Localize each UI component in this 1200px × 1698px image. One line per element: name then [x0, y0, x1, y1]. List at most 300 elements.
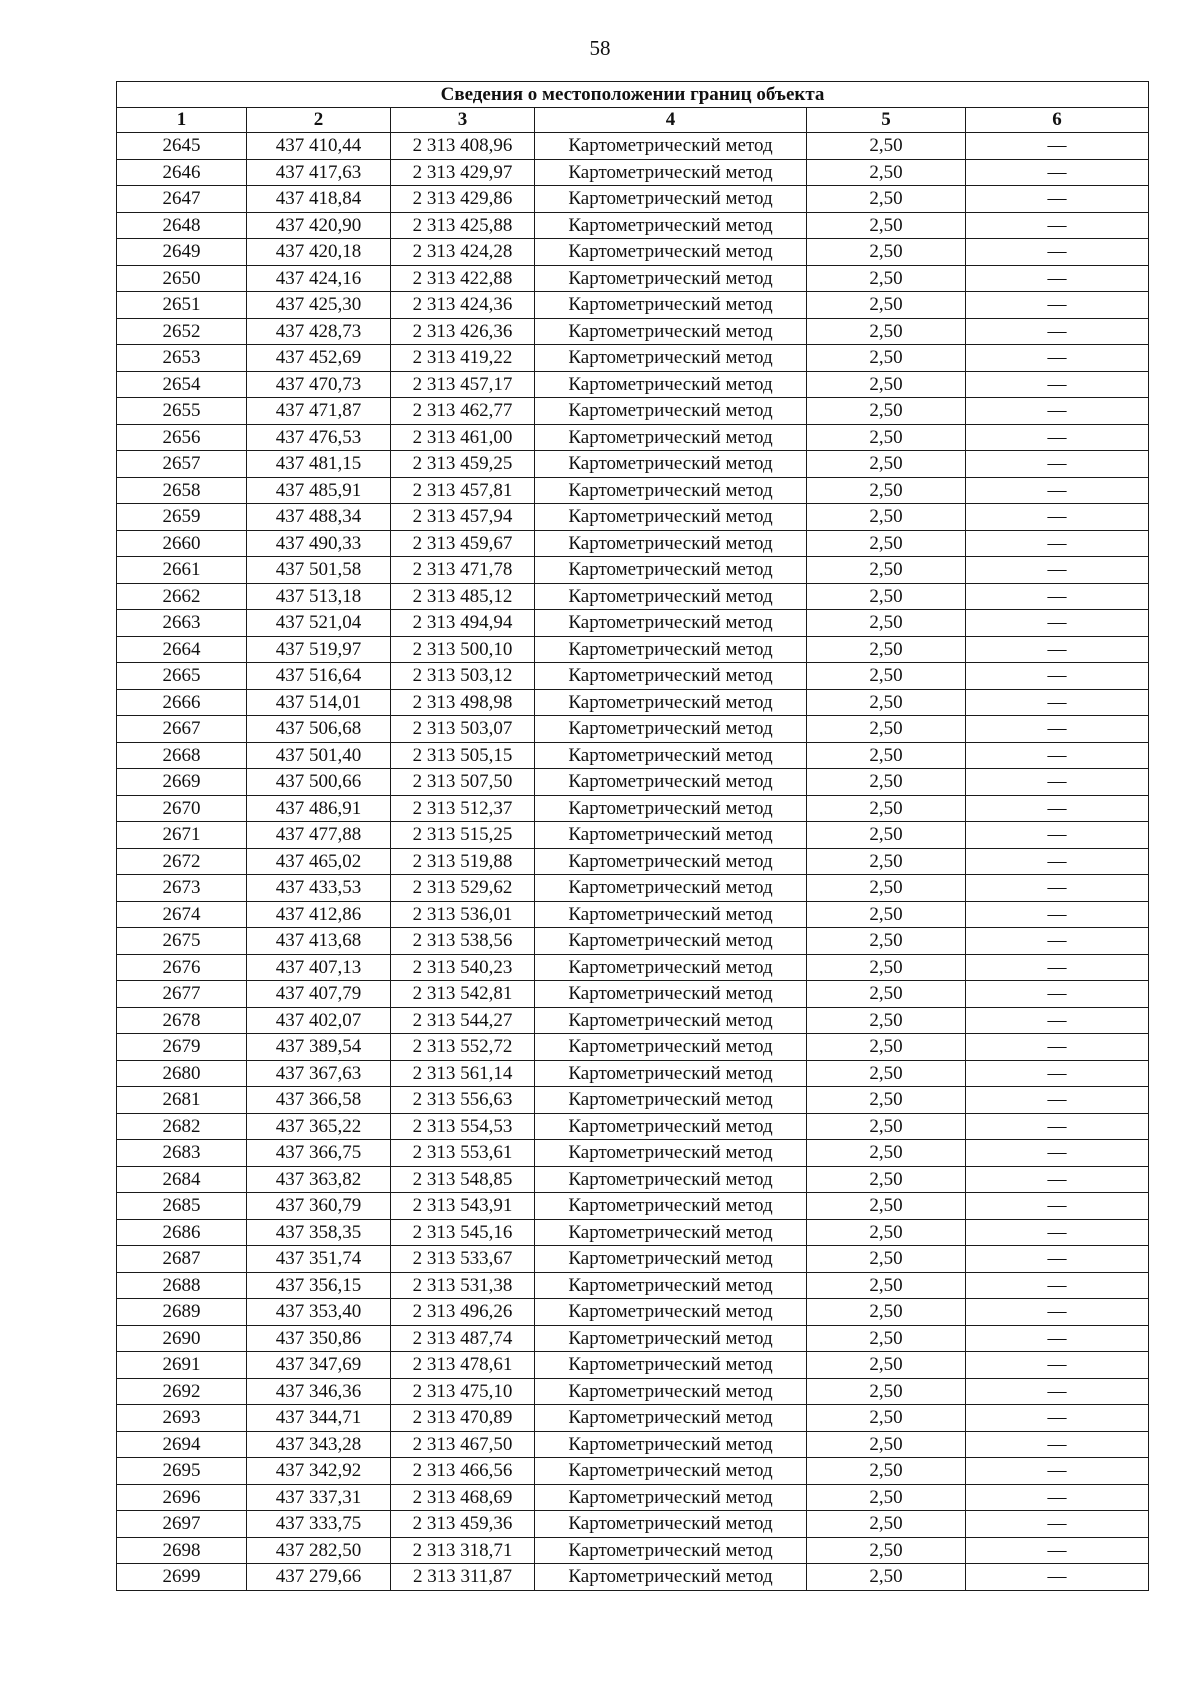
- x-coordinate-cell: 437 476,53: [247, 424, 391, 451]
- y-coordinate-cell: 2 313 429,86: [391, 186, 535, 213]
- point-number-cell: 2661: [117, 557, 247, 584]
- precision-cell: 2,50: [807, 928, 966, 955]
- y-coordinate-cell: 2 313 553,61: [391, 1140, 535, 1167]
- table-row: [117, 1299, 1149, 1326]
- table-row: [117, 848, 1149, 875]
- x-coordinate-cell: 437 413,68: [247, 928, 391, 955]
- point-number-cell: 2678: [117, 1007, 247, 1034]
- description-cell: —: [966, 689, 1149, 716]
- x-coordinate-cell: 437 425,30: [247, 292, 391, 319]
- table-row: [117, 1034, 1149, 1061]
- description-cell: —: [966, 954, 1149, 981]
- description-cell: —: [966, 928, 1149, 955]
- point-number-cell: 2697: [117, 1511, 247, 1538]
- description-cell: —: [966, 345, 1149, 372]
- method-cell: Картометрический метод: [535, 186, 807, 213]
- table-row: [117, 716, 1149, 743]
- x-coordinate-cell: 437 420,18: [247, 239, 391, 266]
- x-coordinate-cell: 437 506,68: [247, 716, 391, 743]
- x-coordinate-cell: 437 519,97: [247, 636, 391, 663]
- precision-cell: 2,50: [807, 769, 966, 796]
- precision-cell: 2,50: [807, 1007, 966, 1034]
- table-row: [117, 1458, 1149, 1485]
- precision-cell: 2,50: [807, 848, 966, 875]
- table-row: [117, 1193, 1149, 1220]
- table-row: [117, 663, 1149, 690]
- x-coordinate-cell: 437 360,79: [247, 1193, 391, 1220]
- x-coordinate-cell: 437 347,69: [247, 1352, 391, 1379]
- y-coordinate-cell: 2 313 426,36: [391, 318, 535, 345]
- precision-cell: 2,50: [807, 901, 966, 928]
- precision-cell: 2,50: [807, 1272, 966, 1299]
- method-cell: Картометрический метод: [535, 769, 807, 796]
- description-cell: —: [966, 1299, 1149, 1326]
- point-number-cell: 2689: [117, 1299, 247, 1326]
- x-coordinate-cell: 437 490,33: [247, 530, 391, 557]
- point-number-cell: 2659: [117, 504, 247, 531]
- method-cell: Картометрический метод: [535, 1511, 807, 1538]
- x-coordinate-cell: 437 333,75: [247, 1511, 391, 1538]
- table-row: [117, 1325, 1149, 1352]
- x-coordinate-cell: 437 363,82: [247, 1166, 391, 1193]
- table-row: [117, 689, 1149, 716]
- point-number-cell: 2668: [117, 742, 247, 769]
- x-coordinate-cell: 437 514,01: [247, 689, 391, 716]
- y-coordinate-cell: 2 313 538,56: [391, 928, 535, 955]
- y-coordinate-cell: 2 313 552,72: [391, 1034, 535, 1061]
- point-number-cell: 2680: [117, 1060, 247, 1087]
- method-cell: Картометрический метод: [535, 451, 807, 478]
- precision-cell: 2,50: [807, 1060, 966, 1087]
- precision-cell: 2,50: [807, 716, 966, 743]
- method-cell: Картометрический метод: [535, 1193, 807, 1220]
- precision-cell: 2,50: [807, 1140, 966, 1167]
- description-cell: —: [966, 239, 1149, 266]
- y-coordinate-cell: 2 313 531,38: [391, 1272, 535, 1299]
- description-cell: —: [966, 1537, 1149, 1564]
- point-number-cell: 2655: [117, 398, 247, 425]
- table-row: [117, 1564, 1149, 1591]
- point-number-cell: 2656: [117, 424, 247, 451]
- x-coordinate-cell: 437 418,84: [247, 186, 391, 213]
- y-coordinate-cell: 2 313 487,74: [391, 1325, 535, 1352]
- x-coordinate-cell: 437 513,18: [247, 583, 391, 610]
- description-cell: —: [966, 1564, 1149, 1591]
- table-row: [117, 1113, 1149, 1140]
- method-cell: Картометрический метод: [535, 477, 807, 504]
- y-coordinate-cell: 2 313 425,88: [391, 212, 535, 239]
- precision-cell: 2,50: [807, 345, 966, 372]
- description-cell: —: [966, 742, 1149, 769]
- x-coordinate-cell: 437 485,91: [247, 477, 391, 504]
- method-cell: Картометрический метод: [535, 159, 807, 186]
- point-number-cell: 2672: [117, 848, 247, 875]
- point-number-cell: 2662: [117, 583, 247, 610]
- table-row: [117, 477, 1149, 504]
- x-coordinate-cell: 437 353,40: [247, 1299, 391, 1326]
- precision-cell: 2,50: [807, 424, 966, 451]
- method-cell: Картометрический метод: [535, 1458, 807, 1485]
- table-row: [117, 928, 1149, 955]
- precision-cell: 2,50: [807, 530, 966, 557]
- precision-cell: 2,50: [807, 822, 966, 849]
- point-number-cell: 2691: [117, 1352, 247, 1379]
- precision-cell: 2,50: [807, 981, 966, 1008]
- column-number-row: [117, 108, 1149, 133]
- precision-cell: 2,50: [807, 292, 966, 319]
- x-coordinate-cell: 437 470,73: [247, 371, 391, 398]
- method-cell: Картометрический метод: [535, 1537, 807, 1564]
- precision-cell: 2,50: [807, 1219, 966, 1246]
- point-number-cell: 2667: [117, 716, 247, 743]
- description-cell: —: [966, 769, 1149, 796]
- x-coordinate-cell: 437 402,07: [247, 1007, 391, 1034]
- x-coordinate-cell: 437 501,40: [247, 742, 391, 769]
- method-cell: Картометрический метод: [535, 1034, 807, 1061]
- table-row: [117, 212, 1149, 239]
- table-row: [117, 1219, 1149, 1246]
- table-row: [117, 1537, 1149, 1564]
- x-coordinate-cell: 437 356,15: [247, 1272, 391, 1299]
- precision-cell: 2,50: [807, 954, 966, 981]
- y-coordinate-cell: 2 313 318,71: [391, 1537, 535, 1564]
- point-number-cell: 2649: [117, 239, 247, 266]
- point-number-cell: 2666: [117, 689, 247, 716]
- point-number-cell: 2685: [117, 1193, 247, 1220]
- x-coordinate-cell: 437 501,58: [247, 557, 391, 584]
- table-row: [117, 424, 1149, 451]
- precision-cell: 2,50: [807, 1113, 966, 1140]
- x-coordinate-cell: 437 521,04: [247, 610, 391, 637]
- table-row: [117, 1431, 1149, 1458]
- table-row: [117, 636, 1149, 663]
- method-cell: Картометрический метод: [535, 1007, 807, 1034]
- y-coordinate-cell: 2 313 505,15: [391, 742, 535, 769]
- method-cell: Картометрический метод: [535, 1113, 807, 1140]
- y-coordinate-cell: 2 313 519,88: [391, 848, 535, 875]
- description-cell: —: [966, 822, 1149, 849]
- point-number-cell: 2674: [117, 901, 247, 928]
- description-cell: —: [966, 875, 1149, 902]
- precision-cell: 2,50: [807, 265, 966, 292]
- table-row: [117, 901, 1149, 928]
- point-number-cell: 2677: [117, 981, 247, 1008]
- y-coordinate-cell: 2 313 468,69: [391, 1484, 535, 1511]
- description-cell: —: [966, 265, 1149, 292]
- y-coordinate-cell: 2 313 408,96: [391, 133, 535, 160]
- column-number: 5: [807, 108, 966, 133]
- description-cell: —: [966, 1113, 1149, 1140]
- method-cell: Картометрический метод: [535, 954, 807, 981]
- table-row: [117, 239, 1149, 266]
- table-row: [117, 398, 1149, 425]
- precision-cell: 2,50: [807, 583, 966, 610]
- point-number-cell: 2664: [117, 636, 247, 663]
- y-coordinate-cell: 2 313 424,28: [391, 239, 535, 266]
- table-row: [117, 1246, 1149, 1273]
- x-coordinate-cell: 437 465,02: [247, 848, 391, 875]
- x-coordinate-cell: 437 366,75: [247, 1140, 391, 1167]
- description-cell: —: [966, 1219, 1149, 1246]
- description-cell: —: [966, 1193, 1149, 1220]
- method-cell: Картометрический метод: [535, 848, 807, 875]
- x-coordinate-cell: 437 433,53: [247, 875, 391, 902]
- table-title-row: [117, 82, 1149, 108]
- method-cell: Картометрический метод: [535, 716, 807, 743]
- description-cell: —: [966, 610, 1149, 637]
- table-row: [117, 795, 1149, 822]
- table-row: [117, 318, 1149, 345]
- point-number-cell: 2669: [117, 769, 247, 796]
- table-row: [117, 1511, 1149, 1538]
- description-cell: —: [966, 1007, 1149, 1034]
- point-number-cell: 2657: [117, 451, 247, 478]
- description-cell: —: [966, 663, 1149, 690]
- y-coordinate-cell: 2 313 459,36: [391, 1511, 535, 1538]
- description-cell: —: [966, 1511, 1149, 1538]
- precision-cell: 2,50: [807, 186, 966, 213]
- x-coordinate-cell: 437 424,16: [247, 265, 391, 292]
- point-number-cell: 2650: [117, 265, 247, 292]
- method-cell: Картометрический метод: [535, 398, 807, 425]
- method-cell: Картометрический метод: [535, 610, 807, 637]
- table-row: [117, 1060, 1149, 1087]
- y-coordinate-cell: 2 313 536,01: [391, 901, 535, 928]
- x-coordinate-cell: 437 279,66: [247, 1564, 391, 1591]
- precision-cell: 2,50: [807, 133, 966, 160]
- method-cell: Картометрический метод: [535, 1299, 807, 1326]
- table-title: Сведения о местоположении границ объекта: [117, 82, 1149, 108]
- description-cell: —: [966, 1458, 1149, 1485]
- precision-cell: 2,50: [807, 1193, 966, 1220]
- precision-cell: 2,50: [807, 875, 966, 902]
- x-coordinate-cell: 437 358,35: [247, 1219, 391, 1246]
- method-cell: Картометрический метод: [535, 928, 807, 955]
- method-cell: Картометрический метод: [535, 1060, 807, 1087]
- x-coordinate-cell: 437 389,54: [247, 1034, 391, 1061]
- description-cell: —: [966, 1246, 1149, 1273]
- y-coordinate-cell: 2 313 503,07: [391, 716, 535, 743]
- precision-cell: 2,50: [807, 504, 966, 531]
- method-cell: Картометрический метод: [535, 822, 807, 849]
- y-coordinate-cell: 2 313 478,61: [391, 1352, 535, 1379]
- x-coordinate-cell: 437 410,44: [247, 133, 391, 160]
- point-number-cell: 2651: [117, 292, 247, 319]
- point-number-cell: 2663: [117, 610, 247, 637]
- point-number-cell: 2688: [117, 1272, 247, 1299]
- method-cell: Картометрический метод: [535, 557, 807, 584]
- description-cell: —: [966, 557, 1149, 584]
- y-coordinate-cell: 2 313 457,17: [391, 371, 535, 398]
- point-number-cell: 2670: [117, 795, 247, 822]
- description-cell: —: [966, 292, 1149, 319]
- table-row: [117, 769, 1149, 796]
- precision-cell: 2,50: [807, 398, 966, 425]
- table-row: [117, 1484, 1149, 1511]
- point-number-cell: 2687: [117, 1246, 247, 1273]
- y-coordinate-cell: 2 313 475,10: [391, 1378, 535, 1405]
- point-number-cell: 2652: [117, 318, 247, 345]
- y-coordinate-cell: 2 313 500,10: [391, 636, 535, 663]
- table-row: [117, 1140, 1149, 1167]
- precision-cell: 2,50: [807, 1484, 966, 1511]
- table-row: [117, 504, 1149, 531]
- method-cell: Картометрический метод: [535, 530, 807, 557]
- precision-cell: 2,50: [807, 1352, 966, 1379]
- y-coordinate-cell: 2 313 544,27: [391, 1007, 535, 1034]
- description-cell: —: [966, 583, 1149, 610]
- table-row: [117, 1378, 1149, 1405]
- method-cell: Картометрический метод: [535, 636, 807, 663]
- method-cell: Картометрический метод: [535, 265, 807, 292]
- precision-cell: 2,50: [807, 689, 966, 716]
- point-number-cell: 2690: [117, 1325, 247, 1352]
- method-cell: Картометрический метод: [535, 133, 807, 160]
- method-cell: Картометрический метод: [535, 318, 807, 345]
- point-number-cell: 2673: [117, 875, 247, 902]
- description-cell: —: [966, 1484, 1149, 1511]
- method-cell: Картометрический метод: [535, 875, 807, 902]
- description-cell: —: [966, 424, 1149, 451]
- table-row: [117, 822, 1149, 849]
- table-row: [117, 159, 1149, 186]
- table-row: [117, 610, 1149, 637]
- column-number: 1: [117, 108, 247, 133]
- precision-cell: 2,50: [807, 159, 966, 186]
- description-cell: —: [966, 1060, 1149, 1087]
- x-coordinate-cell: 437 342,92: [247, 1458, 391, 1485]
- x-coordinate-cell: 437 407,13: [247, 954, 391, 981]
- point-number-cell: 2645: [117, 133, 247, 160]
- description-cell: —: [966, 318, 1149, 345]
- x-coordinate-cell: 437 344,71: [247, 1405, 391, 1432]
- description-cell: —: [966, 795, 1149, 822]
- point-number-cell: 2692: [117, 1378, 247, 1405]
- y-coordinate-cell: 2 313 471,78: [391, 557, 535, 584]
- point-number-cell: 2665: [117, 663, 247, 690]
- precision-cell: 2,50: [807, 663, 966, 690]
- table-row: [117, 451, 1149, 478]
- y-coordinate-cell: 2 313 496,26: [391, 1299, 535, 1326]
- precision-cell: 2,50: [807, 1511, 966, 1538]
- y-coordinate-cell: 2 313 540,23: [391, 954, 535, 981]
- description-cell: —: [966, 1166, 1149, 1193]
- precision-cell: 2,50: [807, 795, 966, 822]
- precision-cell: 2,50: [807, 1378, 966, 1405]
- method-cell: Картометрический метод: [535, 504, 807, 531]
- method-cell: Картометрический метод: [535, 1272, 807, 1299]
- table-row: [117, 371, 1149, 398]
- x-coordinate-cell: 437 471,87: [247, 398, 391, 425]
- description-cell: —: [966, 716, 1149, 743]
- description-cell: —: [966, 1325, 1149, 1352]
- y-coordinate-cell: 2 313 529,62: [391, 875, 535, 902]
- precision-cell: 2,50: [807, 1246, 966, 1273]
- precision-cell: 2,50: [807, 451, 966, 478]
- x-coordinate-cell: 437 500,66: [247, 769, 391, 796]
- method-cell: Картометрический метод: [535, 583, 807, 610]
- description-cell: —: [966, 1140, 1149, 1167]
- method-cell: Картометрический метод: [535, 1325, 807, 1352]
- method-cell: Картометрический метод: [535, 1087, 807, 1114]
- method-cell: Картометрический метод: [535, 345, 807, 372]
- precision-cell: 2,50: [807, 610, 966, 637]
- method-cell: Картометрический метод: [535, 212, 807, 239]
- table-row: [117, 1405, 1149, 1432]
- method-cell: Картометрический метод: [535, 1378, 807, 1405]
- method-cell: Картометрический метод: [535, 1140, 807, 1167]
- method-cell: Картометрический метод: [535, 981, 807, 1008]
- method-cell: Картометрический метод: [535, 1219, 807, 1246]
- precision-cell: 2,50: [807, 239, 966, 266]
- precision-cell: 2,50: [807, 1431, 966, 1458]
- x-coordinate-cell: 437 365,22: [247, 1113, 391, 1140]
- point-number-cell: 2696: [117, 1484, 247, 1511]
- table-row: [117, 583, 1149, 610]
- x-coordinate-cell: 437 350,86: [247, 1325, 391, 1352]
- precision-cell: 2,50: [807, 557, 966, 584]
- x-coordinate-cell: 437 346,36: [247, 1378, 391, 1405]
- y-coordinate-cell: 2 313 470,89: [391, 1405, 535, 1432]
- table-row: [117, 875, 1149, 902]
- precision-cell: 2,50: [807, 318, 966, 345]
- description-cell: —: [966, 159, 1149, 186]
- table-row: [117, 186, 1149, 213]
- description-cell: —: [966, 1378, 1149, 1405]
- x-coordinate-cell: 437 282,50: [247, 1537, 391, 1564]
- y-coordinate-cell: 2 313 494,94: [391, 610, 535, 637]
- description-cell: —: [966, 504, 1149, 531]
- method-cell: Картометрический метод: [535, 1246, 807, 1273]
- method-cell: Картометрический метод: [535, 795, 807, 822]
- method-cell: Картометрический метод: [535, 689, 807, 716]
- x-coordinate-cell: 437 428,73: [247, 318, 391, 345]
- y-coordinate-cell: 2 313 556,63: [391, 1087, 535, 1114]
- description-cell: —: [966, 1431, 1149, 1458]
- description-cell: —: [966, 186, 1149, 213]
- boundary-coordinates-table: [116, 81, 1149, 1591]
- y-coordinate-cell: 2 313 457,94: [391, 504, 535, 531]
- y-coordinate-cell: 2 313 507,50: [391, 769, 535, 796]
- method-cell: Картометрический метод: [535, 239, 807, 266]
- y-coordinate-cell: 2 313 498,98: [391, 689, 535, 716]
- y-coordinate-cell: 2 313 461,00: [391, 424, 535, 451]
- page-number: 58: [589, 36, 611, 60]
- x-coordinate-cell: 437 407,79: [247, 981, 391, 1008]
- method-cell: Картометрический метод: [535, 371, 807, 398]
- point-number-cell: 2694: [117, 1431, 247, 1458]
- description-cell: —: [966, 398, 1149, 425]
- description-cell: —: [966, 477, 1149, 504]
- x-coordinate-cell: 437 477,88: [247, 822, 391, 849]
- precision-cell: 2,50: [807, 1564, 966, 1591]
- point-number-cell: 2646: [117, 159, 247, 186]
- point-number-cell: 2648: [117, 212, 247, 239]
- point-number-cell: 2698: [117, 1537, 247, 1564]
- precision-cell: 2,50: [807, 742, 966, 769]
- point-number-cell: 2647: [117, 186, 247, 213]
- table-row: [117, 292, 1149, 319]
- precision-cell: 2,50: [807, 1299, 966, 1326]
- y-coordinate-cell: 2 313 419,22: [391, 345, 535, 372]
- table-row: [117, 981, 1149, 1008]
- y-coordinate-cell: 2 313 554,53: [391, 1113, 535, 1140]
- description-cell: —: [966, 1352, 1149, 1379]
- point-number-cell: 2686: [117, 1219, 247, 1246]
- x-coordinate-cell: 437 351,74: [247, 1246, 391, 1273]
- method-cell: Картометрический метод: [535, 663, 807, 690]
- y-coordinate-cell: 2 313 561,14: [391, 1060, 535, 1087]
